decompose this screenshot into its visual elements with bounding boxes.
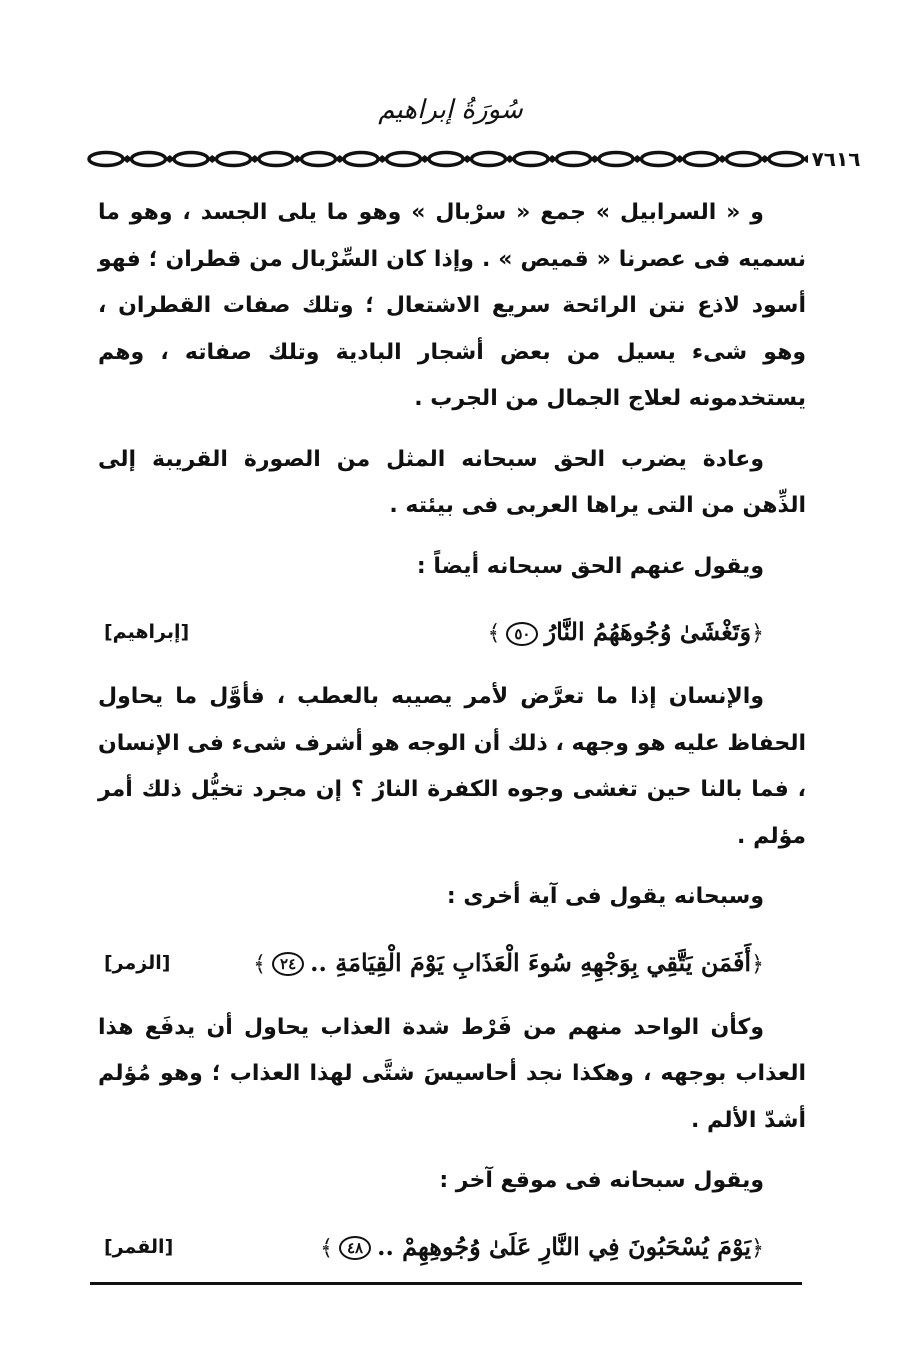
chain-ornament-icon bbox=[84, 146, 836, 172]
chain-link bbox=[132, 153, 166, 166]
chain-link bbox=[174, 153, 208, 166]
verse-text: أَفَمَن يَتَّقِي بِوَجْهِهِ سُوءَ الْعَذَابِ يَوْمَ الْقِيَامَةِ .. bbox=[310, 947, 752, 977]
verse-text-container bbox=[487, 604, 764, 662]
surah-reference: [القمر] bbox=[104, 1235, 174, 1258]
paragraph-1: و « السرابيل » جمع « سرْبال » وهو ما يلى الجسد ، وهو ما نسميه فى عصرنا « قميص » . وإذا كان السِّرْبال من قطران ؛ فهو أسود لاذع نتن الرائحة سريع الاشتعال ؛ وتلك صفات القطران ، وهو شىء يسيل من بعض أشجار البادية وتلك صفاته ، وهم يستخدمونه لعلاج الجمال من الجرب . bbox=[98, 200, 806, 411]
ayah-number: ٥٠ bbox=[506, 622, 538, 646]
body-text bbox=[98, 190, 806, 1289]
chain-link bbox=[302, 153, 336, 166]
chain-link bbox=[472, 153, 506, 166]
paragraph-6: وكأن الواحد منهم من فَرْط شدة العذاب يحاول أن يدفَع هذا العذاب بوجهه ، وهكذا نجد أحاسيسَ شتَّى لهذا العذاب ؛ وهو مُؤلم أشدّ الألم . bbox=[98, 1014, 806, 1133]
surah-title: سُورَةُ إبراهيم bbox=[378, 95, 523, 125]
chain-link bbox=[217, 153, 251, 166]
surah-reference: [الزمر] bbox=[104, 951, 171, 974]
chain-link bbox=[514, 153, 548, 166]
chain-link bbox=[727, 153, 761, 166]
chain-link bbox=[344, 153, 378, 166]
quran-verse-2 bbox=[98, 935, 806, 991]
quran-verse-3 bbox=[98, 1219, 806, 1275]
bottom-divider bbox=[90, 1282, 802, 1285]
chain-link bbox=[429, 153, 463, 166]
verse-text: يَوْمَ يُسْحَبُونَ فِي النَّارِ عَلَىٰ وُجُوهِهِمْ .. bbox=[377, 1231, 752, 1261]
verse-close-bracket: ﴾ bbox=[320, 1235, 333, 1261]
paragraph-3: ويقول عنهم الحق سبحانه أيضاً : bbox=[416, 553, 764, 579]
quran-verse-1 bbox=[98, 604, 806, 660]
chain-link bbox=[387, 153, 421, 166]
verse-close-bracket: ﴾ bbox=[253, 951, 267, 977]
ornamental-header-band bbox=[84, 146, 861, 172]
page-number: ٧٦١٦ bbox=[808, 146, 864, 172]
chain-link bbox=[259, 153, 293, 166]
verse-open-bracket: ﴿ bbox=[751, 951, 764, 977]
chain-link bbox=[684, 153, 718, 166]
verse-text: وَتَغْشَىٰ وُجُوهَهُمُ النَّارُ bbox=[544, 617, 752, 646]
surah-reference: [إبراهيم] bbox=[104, 621, 190, 643]
paragraph-2: وعادة يضرب الحق سبحانه المثل من الصورة القريبة إلى الذِّهن من التى يراها العربى فى بيئته . bbox=[98, 446, 806, 518]
chain-link bbox=[599, 153, 633, 166]
chain-link bbox=[642, 153, 676, 166]
verse-open-bracket: ﴿ bbox=[751, 1235, 764, 1261]
chain-link bbox=[89, 153, 123, 166]
chain-link bbox=[557, 153, 591, 166]
ayah-number: ٤٨ bbox=[339, 1236, 371, 1260]
verse-text-container bbox=[320, 1219, 764, 1277]
verse-open-bracket: ﴿ bbox=[751, 621, 764, 646]
chain-link bbox=[769, 153, 803, 166]
paragraph-5: وسبحانه يقول فى آية أخرى : bbox=[446, 884, 764, 909]
ayah-number: ٢٤ bbox=[272, 952, 304, 976]
verse-text-container bbox=[253, 935, 764, 993]
paragraph-4: والإنسان إذا ما تعرَّض لأمر يصيبه بالعطب ، فأوَّل ما يحاول الحفاظ عليه هو وجهه ، ذلك أن الوجه هو أشرف شىء فى الإنسان ، فما بالنا حين تغشى وجوه الكفرة النارُ ؟ إن مجرد تخيُّل ذلك أمر مؤلم . bbox=[98, 684, 806, 849]
verse-close-bracket: ﴾ bbox=[487, 621, 501, 646]
paragraph-7: ويقول سبحانه فى موقع آخر : bbox=[439, 1168, 764, 1193]
